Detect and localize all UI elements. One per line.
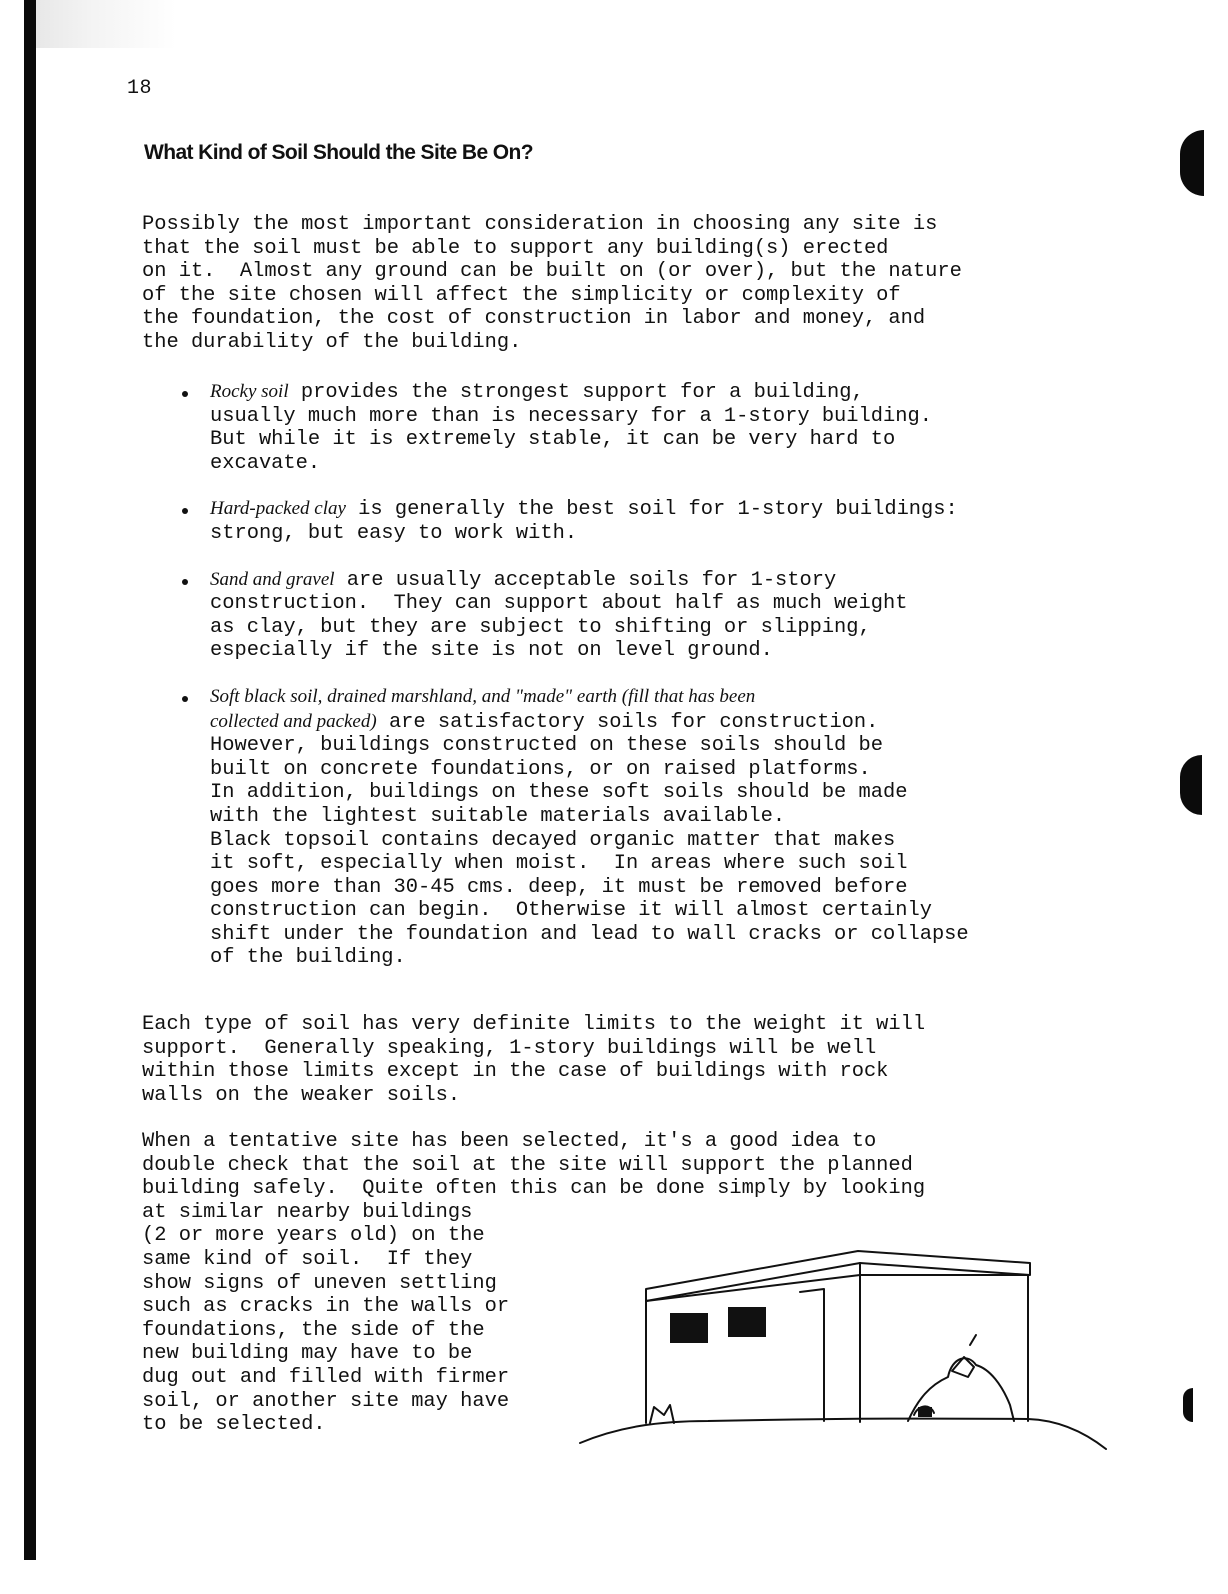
intro-paragraph: Possibly the most important consideration in choosing any site is that the soil must be able to support any building(s) erected on it. Almost any ground can be built on (or over), but the nature of the site chosen will affect the simplicity or complexity of the foundation, the cost of construction in labor and money, and the durability of the building. — [142, 213, 962, 354]
punch-hole-middle — [1180, 755, 1202, 815]
soil-description: provides the strongest support for a building, usually much more than is necessary for a 1-story building. But while it is extremely stable, it can be very hard to excavate. — [210, 381, 932, 475]
cracked-foundation-icon — [970, 1335, 976, 1345]
ground-line — [580, 1419, 1106, 1449]
scan-corner-shading — [36, 0, 176, 48]
soil-type-list — [180, 380, 1100, 992]
soil-term: Hard-packed clay — [210, 498, 346, 520]
page-number: 18 — [127, 77, 153, 100]
soil-description: is generally the best soil for 1-story buildings: strong, but easy to work with. — [210, 498, 958, 545]
window-right — [728, 1307, 766, 1337]
building-settling-illustration — [578, 1245, 1108, 1460]
soil-description: are satisfactory soils for construction. However, buildings constructed on these soils should be built on concrete foundations, or on raised platforms. In addition, buildings on these soft soils should be made with the lightest suitable materials available. Black topsoil contains decayed organic matter that makes it soft, especially when moist. In areas where such soil goes more than 30-45 cms. deep, it must be removed before construction can begin. Otherwise it will almost certainly shift under the foundation and lead to wall cracks or collapse of the building. — [210, 710, 969, 970]
window-left — [670, 1313, 708, 1343]
list-item-sand-and-gravel — [180, 568, 1100, 663]
soil-term: Sand and gravel — [210, 568, 335, 590]
soil-term: Rocky soil — [210, 381, 289, 402]
doorway — [800, 1289, 824, 1421]
site-check-paragraph: When a tentative site has been selected, it's a good idea to double check that the soil at the site will support the planned building safely. Quite often this can be done simply by looking at similar nearby buildings (2 or more years old) on the same kind of soil. If they show signs of uneven settling such as cracks in the walls or foundations, the side of the new building may have to be dug out and filled with firmer soil, or another site may have to be selected. — [142, 1130, 926, 1437]
rubble-stone-icon — [918, 1407, 932, 1417]
list-item-soft-black-soil — [180, 685, 1100, 970]
limits-paragraph: Each type of soil has very definite limits to the weight it will support. Generally speaking, 1-story buildings will be well within those limits except in the case of buildings with rock walls on the weaker soils. — [142, 1013, 926, 1107]
section-heading: What Kind of Soil Should the Site Be On? — [144, 141, 533, 164]
list-item-rocky-soil — [180, 380, 1100, 475]
soil-description: are usually acceptable soils for 1-story construction. They can support about half as much weight as clay, but they are subject to shifting or slipping, especially if the site is not on level ground. — [210, 568, 908, 663]
soil-term: Soft black soil, drained marshland, and "made" earth (fill that has been collected and packed) — [210, 685, 756, 732]
punch-hole-bottom — [1183, 1388, 1193, 1422]
scan-binding-edge — [24, 0, 36, 1560]
wall-crack-icon — [650, 1405, 674, 1423]
list-item-hard-packed-clay — [180, 497, 1100, 545]
punch-hole-top — [1180, 130, 1204, 196]
